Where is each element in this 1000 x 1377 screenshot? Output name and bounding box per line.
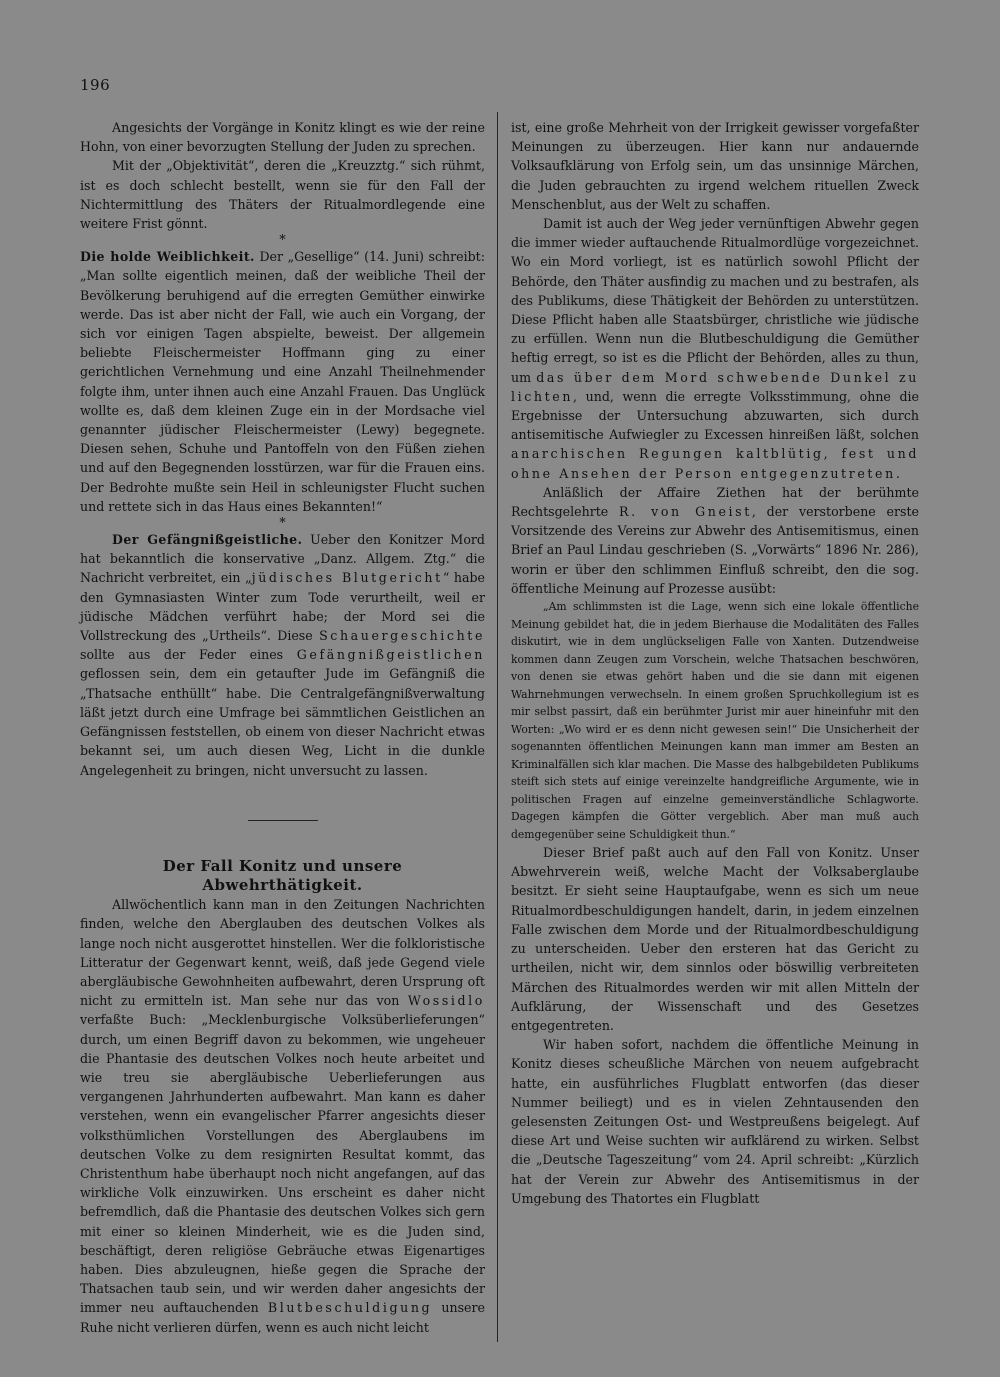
paragraph: Dieser Brief paßt auch auf den Fall von Konitz. Unser Abwehrverein weiß, welche Macht der Volksaberglaube besitzt. Er sieht seine Hauptaufgabe, wenn es sich um neue Ritualmordbeschuldigungen handelt, darin, in jedem einzelnen Falle zwischen dem Morde und der Ritualmordbeschuldigung zu unterscheiden. Ueber den ersteren hat das Gericht zu urtheilen, nicht wir, dem sinnlos oder böswillig verbreiteten Märchen des Ritualmordes werden wir mit allen Mitteln der Aufklärung, der Wissenschaft und des Gesetzes entgegentreten. bbox=[511, 845, 919, 1033]
spaced-emphasis: Gefängnißgeistlichen bbox=[296, 647, 485, 663]
paragraph: Wir haben sofort, nachdem die öffentliche Meinung in Konitz dieses scheußliche Märchen von neuem aufgebracht hatte, ein ausführliches Flugblatt entworfen (das dieser Nummer beiliegt) und es in vielen Zehntausenden den gelesensten Zeitungen Ost- und Westpreußens beigelegt. Auf diese Art und Weise suchten wir aufklärend zu wirken. Selbst die „Deutsche Tageszeitung“ vom 24. April schreibt: „Kürzlich hat der Verein zur Abwehr des Antisemitismus in der Umgebung des Thatortes ein Flugblatt bbox=[511, 1037, 919, 1206]
text-run: sollte aus der Feder eines bbox=[80, 647, 297, 663]
spaced-emphasis: R. von Gneist bbox=[619, 504, 752, 520]
text-run: geflossen sein, dem ein getaufter Jude im Gefängniß die „Thatsache enthüllt“ habe. Die Centralgefängnißverwaltung läßt jetzt durch eine Umfrage bei sämmtlichen Geistlichen an Gefängnissen feststellen, ob einem von dieser Nachricht etwas bekannt sei, um auch diesen Weg, Licht in die dunkle Angelegenheit zu bringen, nicht unversucht zu lassen. bbox=[80, 666, 485, 778]
left-column bbox=[80, 118, 485, 1337]
paragraph: Mit der „Objektivität“, deren die „Kreuzztg.“ sich rühmt, ist es doch schlecht bestellt, wenn sie für den Fall der Nichtermittlung des Thäters der Ritualmordlegende eine weitere Frist gönnt. bbox=[80, 158, 485, 232]
news-item-text: Der „Gesellige“ (14. Juni) schreibt: „Man sollte eigentlich meinen, daß der weibliche Theil der Bevölkerung beruhigend auf die erregten Gemüther einwirke werde. Das ist aber nicht der Fall, wie auch ein Vorgang, der sich vor einigen Tagen abspielte, beweist. Der allgemein beliebte Fleischermeister Hoffmann ging zu einer gerichtlichen Vernehmung und eine Anzahl Theilnehmender folgte ihm, unter ihnen auch eine Anzahl Frauen. Das Unglück wollte es, daß dem kleinen Zuge ein in der Mordsache viel genannter jüdischer Fleischermeister (Lewy) begegnete. Diesen sehen, Schuhe und Pantoffeln von den Füßen ziehen und auf den Begegnenden losstürzen, war für die Frauen eins. Der Bedrohte mußte sein Heil in schleunigster Flucht suchen und rettete sich in das Haus eines Bekannten!“ bbox=[80, 249, 485, 514]
section-separator-star: * bbox=[279, 232, 286, 248]
text-run: . bbox=[895, 465, 900, 481]
spaced-emphasis: anarchischen Regungen kaltblütig, fest und ohne Ansehen der Person entgegenzutreten bbox=[511, 446, 919, 481]
paragraph: ist, eine große Mehrheit von der Irrigkeit gewisser vorgefaßter Meinungen zu überzeugen. Hier kann nur andauernde Volksaufklärung von Erfolg sein, um das unsinnige Märchen, die Juden gebrauchten zu irgend welchem rituellen Zweck Menschenblut, aus der Welt zu schaffen. bbox=[511, 120, 919, 212]
text-run: Allwöchentlich kann man in den Zeitungen Nachrichten finden, welche den Aberglauben des deutschen Volkes als lange noch nicht ausgerottet hinstellen. Wer die folkloristische Litteratur der Gegenwart kennt, weiß, daß jede Gegend viele abergläubische Gewohnheiten aufbewahrt, deren Ursprung oft nicht zu ermitteln ist. Man sehe nur das von bbox=[80, 897, 485, 1009]
section-rule bbox=[248, 820, 318, 821]
text-run: , und, wenn die erregte Volksstimmung, ohne die Ergebnisse der Untersuchung abzuwarten, sich durch antisemitische Aufwiegler zu Excessen hinreißen läßt, solchen bbox=[511, 388, 919, 443]
text-run: unsere Ruhe nicht verlieren dürfen, wenn es auch nicht leicht bbox=[80, 1300, 485, 1335]
block-quote: „Am schlimmsten ist die Lage, wenn sich eine lokale öffentliche Meinung gebildet hat, die in jedem Bierhause die Modalitäten des Falles diskutirt, wie in dem unglückseligen Falle von Xanten. Dutzendweise kommen dann Zeugen zum Vorschein, welche Thatsachen beschwören, von denen sie etwas gehört haben und die sie dann mit eigenen Wahrnehmungen verwechseln. In einem großen Spruchkollegium ist es mir selbst passirt, daß ein berühmter Jurist mir auer hineinfuhr mit den Worten: „Wo wird er es denn nicht gewesen sein!“ Die Unsicherheit der sogenannten öffentlichen Meinungen kann man immer am Besten an Kriminalfällen sich klar machen. Die Masse des halbgebildeten Publikums steift sich stets auf einige vereinzelte handgreifliche Argumente, wie in politischen Fragen auf einzelne gemeinverständliche Schlagworte. Dagegen kämpfen die Götter vergeblich. Aber man muß auch demgegenüber seine Schuldigkeit thun.“ bbox=[511, 600, 919, 841]
spaced-emphasis: Schauergeschichte bbox=[319, 628, 485, 644]
page-number: 196 bbox=[80, 76, 111, 94]
text-run: , der verstorbene erste Vorsitzende des Vereins zur Abwehr des Antisemitismus, einen Brief an Paul Lindau geschrieben (S. „Vorwärts“ 1896 Nr. 286), worin er über den schlimmen Einfluß schreibt, den die sog. öffentliche Meinung auf Prozesse ausübt: bbox=[511, 504, 919, 596]
text-run: Ueber den Konitzer Mord hat bekanntlich die konservative „Danz. Allgem. Ztg.“ die Nachricht verbreitet, ein „ bbox=[80, 532, 485, 586]
text-run: Damit ist auch der Weg jeder vernünftigen Abwehr gegen die immer wieder auftauchende Ritualmordlüge vorgezeichnet. Wo ein Mord vorliegt, ist es natürlich sowohl Pflicht der Behörde, den Thäter ausfindig zu machen und zu bestrafen, als des Publikums, diese Thätigkeit der Behörden zu unterstützen. Diese Pflicht haben alle Staatsbürger, christliche wie jüdische zu erfüllen. Wenn nun die Blutbeschuldigung die Gemüther heftig erregt, so ist es die Pflicht der Behörden, alles zu thun, um bbox=[511, 216, 919, 385]
text-run: “ habe den Gymnasiasten Winter zum Tode verurtheilt, weil er jüdische Mädchen verführt habe; der Mord sei die Vollstreckung des „Urtheils“. Diese bbox=[80, 570, 486, 644]
news-item-gefaengnissgeistliche bbox=[80, 530, 485, 780]
spaced-emphasis: Wossidlo bbox=[407, 993, 485, 1009]
right-column bbox=[511, 118, 919, 1208]
paragraph: Angesichts der Vorgänge in Konitz klingt es wie der reine Hohn, von einer bevorzugten Stellung der Juden zu sprechen. bbox=[80, 120, 485, 155]
spaced-emphasis: jüdisches Blutgericht bbox=[251, 570, 443, 586]
news-item-weiblichkeit bbox=[80, 247, 485, 516]
paragraph bbox=[80, 895, 485, 1337]
text-run: Anläßlich der Affaire Ziethen hat der berühmte Rechtsgelehrte bbox=[511, 484, 919, 520]
paragraph bbox=[511, 483, 919, 598]
paragraph bbox=[511, 214, 919, 483]
spaced-emphasis: Blutbeschuldigung bbox=[267, 1300, 433, 1316]
column-divider bbox=[497, 112, 498, 1342]
text-run: verfaßte Buch: „Mecklenburgische Volksüberlieferungen“ durch, um einen Begriff davon zu bekommen, wie ungeheuer die Phantasie des deutschen Volkes noch heute arbeitet und wie treu sie abergläubische Ueberlieferungen aus vergangenen Jahrhunderten aufbewahrt. Man kann es daher verstehen, wenn ein evangelischer Pfarrer angesichts dieser volksthümlichen Vorstellungen des Aberglaubens im deutschen Volke zu dem resignirten Resultat kommt, das Christenthum habe überhaupt noch nicht angefangen, auf das wirkliche Volk einzuwirken. Uns erscheint es daher nicht befremdlich, daß die Phantasie des deutschen Volkes sich gern mit einer so kleinen Minderheit, wie es die Juden sind, beschäftigt, deren religiöse Gebräuche etwas Eigenartiges haben. Dies abzuleugnen, hieße gegen die Sprache der Thatsachen taub sein, und wir werden daher angesichts der immer neu auftauchenden bbox=[80, 1012, 485, 1316]
news-item-heading: Der Gefängnißgeistliche. bbox=[112, 532, 303, 548]
section-title: Der Fall Konitz und unsere Abwehrthätigkeit. bbox=[162, 856, 403, 894]
section-separator-star: * bbox=[279, 515, 286, 531]
spaced-emphasis: das über dem Mord schwebende Dunkel zu lichten bbox=[511, 369, 919, 404]
news-item-heading: Die holde Weiblichkeit. bbox=[80, 249, 255, 265]
